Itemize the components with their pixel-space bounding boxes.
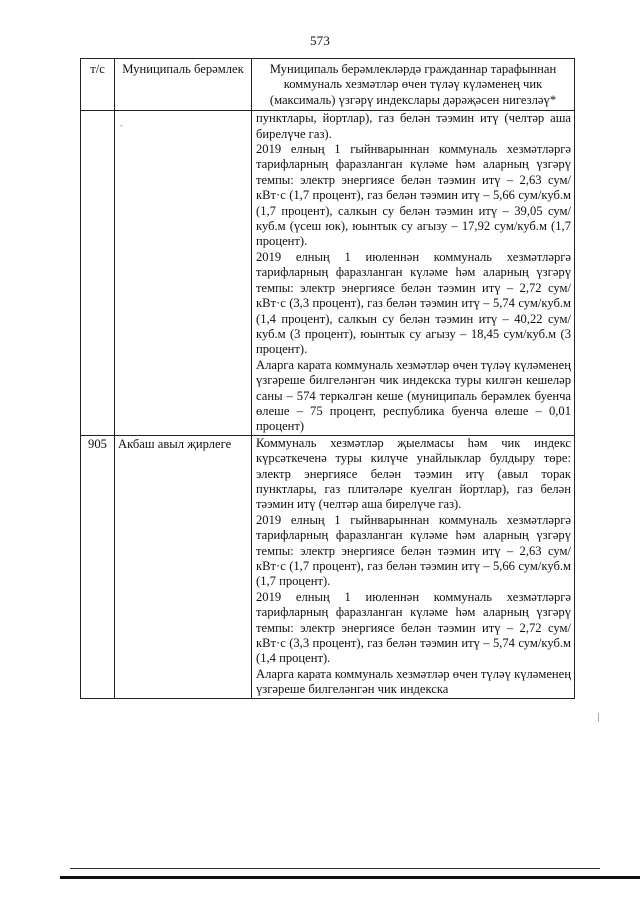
header-municipality: Муниципаль берәмлек bbox=[115, 59, 252, 111]
row-description bbox=[252, 435, 575, 698]
tariff-index-table bbox=[80, 58, 575, 699]
table-row bbox=[81, 111, 575, 436]
description-paragraph: 2019 елның 1 июленнән коммуналь хезмәтләргә тарифларның фаразланган күләме һәм аларның үзгәрү темпы: электр энергиясе белән тәэмин итү – 2,72 сум/кВт·с (3,3 процент), газ белән тәэмин итү – 5,74 сум/куб.м (1,4 процент). bbox=[256, 589, 571, 666]
scan-edge-mark bbox=[598, 713, 599, 722]
description-paragraph: 2019 елның 1 гыйнварыннан коммуналь хезмәтләргә тарифларның фаразланган күләме һәм аларның үзгәрү темпы: электр энергиясе белән тәэмин итү – 2,63 сум/кВт·с (1,7 процент), газ белән тәэмин итү – 5,66 сум/куб.м (1,7 процент). bbox=[256, 512, 571, 589]
description-paragraph: Аларга карата коммуналь хезмәтләр өчен түләү күләменең үзгәреше билгеләнгән чик индекска bbox=[256, 666, 571, 697]
scan-mark: - bbox=[120, 120, 123, 131]
row-municipality bbox=[115, 111, 252, 436]
description-paragraph: 2019 елның 1 июленнән коммуналь хезмәтләргә тарифларның фаразланган күләме һәм аларның үзгәрү темпы: электр энергиясе белән тәэмин итү – 2,72 сум/кВт·с (3,3 процент), газ белән тәэмин итү – 5,74 сум/куб.м (1,4 процент), салкын су белән тәэмин итү – 40,22 сум/куб.м (3 процент), юынтык су агызу – 18,45 сум/куб.м (3 процент). bbox=[256, 249, 571, 357]
table-row bbox=[81, 435, 575, 698]
header-description: Муниципаль берәмлекләрдә гражданнар тарафыннан коммуналь хезмәтләр өчен түләү күләменең чик (максималь) үзгәрү индекслары дәрәҗәсен нигезләү* bbox=[252, 59, 575, 111]
description-paragraph: 2019 елның 1 гыйнварыннан коммуналь хезмәтләргә тарифларның фаразланган күләме һәм аларның үзгәрү темпы: электр энергиясе белән тәэмин итү – 2,63 сум/кВт·с (1,7 процент), газ белән тәэмин итү – 5,66 сум/куб.м (1,7 процент), салкын су белән тәэмин итү – 39,05 сум/куб.м (үсеш юк), юынтык су агызу – 17,92 сум/куб.м (1,7 процент). bbox=[256, 142, 571, 249]
table-header-row bbox=[81, 59, 575, 111]
row-municipality: Акбаш авыл җирлеге bbox=[115, 435, 252, 698]
bottom-scan-edge bbox=[60, 876, 640, 879]
row-description bbox=[252, 111, 575, 436]
page-number: 573 bbox=[309, 33, 331, 48]
description-paragraph: Коммуналь хезмәтләр җыелмасы һәм чик индекс күрсәткеченә туры килүче унайлыклар булдыру төре: электр энергиясе белән тәэмин итү (авыл торак пунктлары, газ плитәләре куелган йортлар), газ белән тәэмин итү (челтәр аша бирелүче газ). bbox=[256, 435, 571, 512]
row-number bbox=[81, 111, 115, 436]
description-paragraph: Аларга карата коммуналь хезмәтләр өчен түләү күләменең үзгәреше билгеләнгән чик индекска туры килгән кешеләр саны – 574 теркәлгән кеше (муниципаль берәмлек буенча өлеше – 75 процент, республика буенча өлеше – 0,01 процент) bbox=[256, 357, 571, 434]
row-number: 905 bbox=[81, 435, 115, 698]
description-paragraph: пунктлары, йортлар), газ белән тәэмин итү (челтәр аша бирелүче газ). bbox=[256, 111, 571, 141]
header-number: т/с bbox=[81, 59, 115, 111]
bottom-rule bbox=[70, 868, 600, 869]
